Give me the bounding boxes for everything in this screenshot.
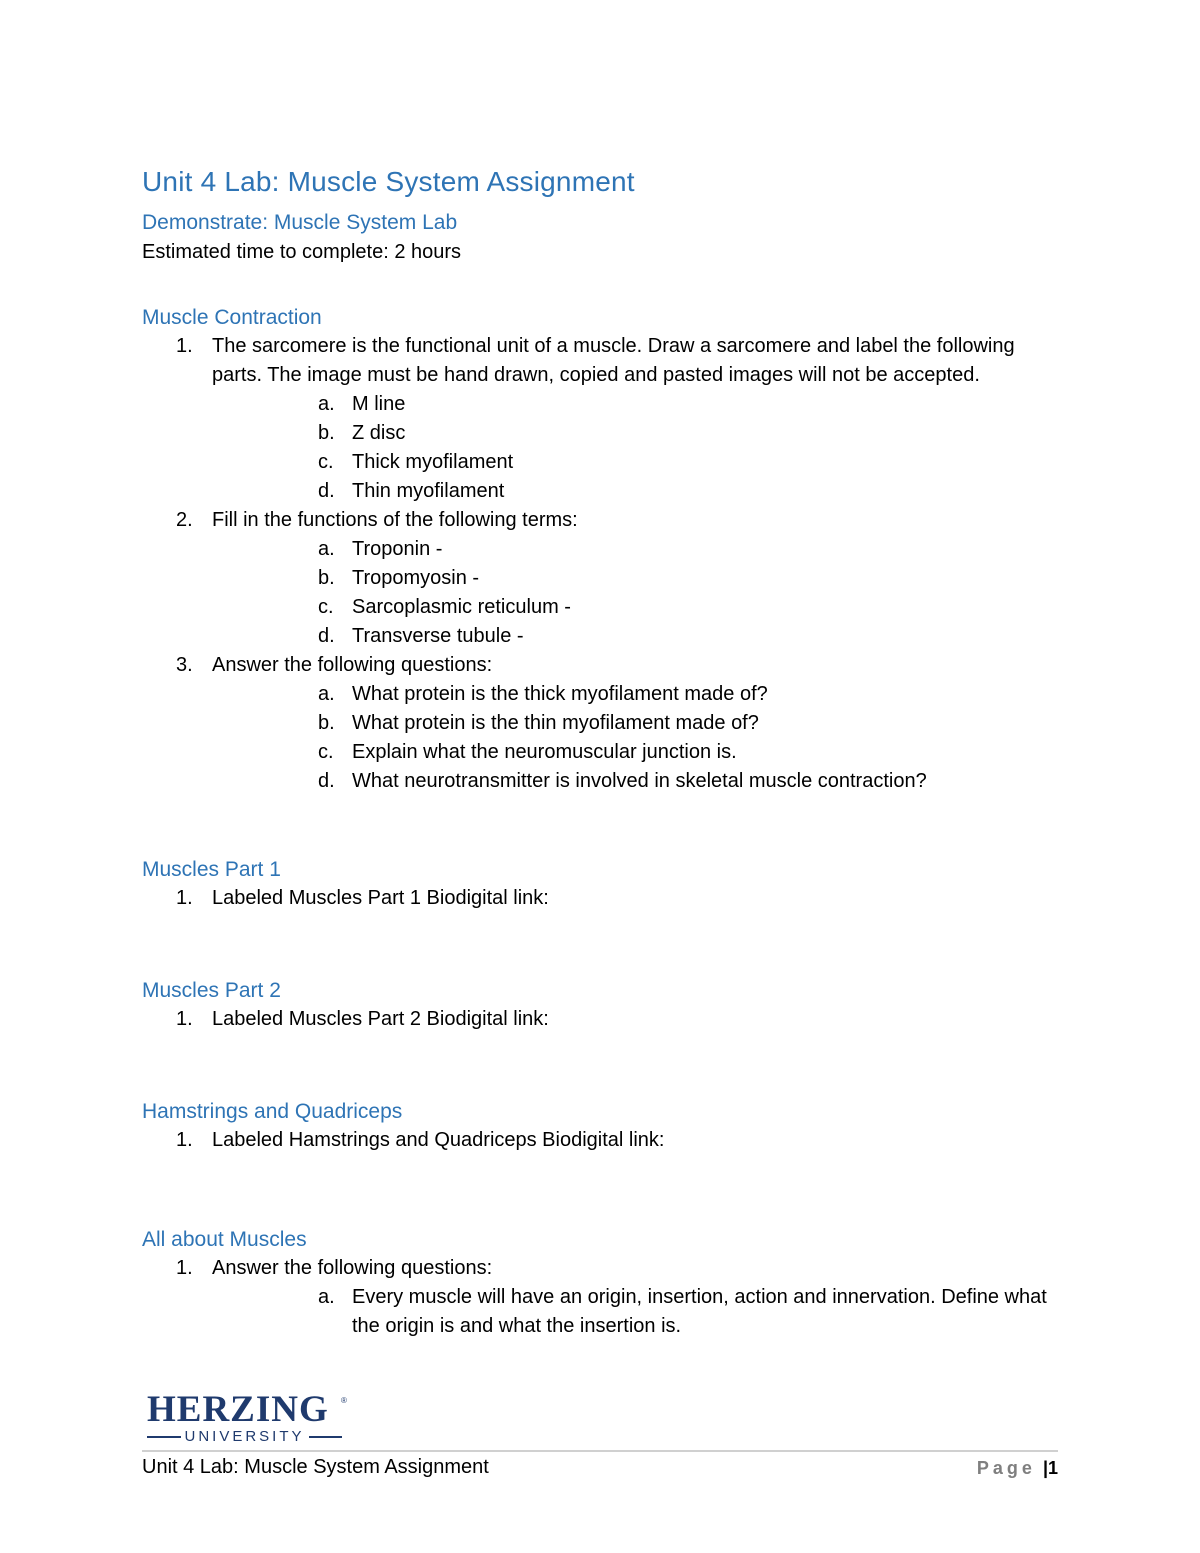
page-subtitle: Demonstrate: Muscle System Lab: [142, 211, 458, 234]
sub-text: Z disc: [352, 422, 406, 444]
sub-letter: c.: [318, 741, 334, 763]
estimated-time: Estimated time to complete: 2 hours: [142, 241, 462, 263]
sub-item: [212, 419, 1062, 448]
sub-list: [212, 1283, 1062, 1341]
question-text: Labeled Hamstrings and Quadriceps Biodigital link:: [212, 1129, 665, 1151]
sub-text: What neurotransmitter is involved in skeletal muscle contraction?: [352, 770, 927, 792]
question-number: 1.: [176, 1129, 193, 1151]
sub-text: Transverse tubule -: [352, 625, 524, 647]
sub-text: Tropomyosin -: [352, 567, 480, 589]
sub-text: What protein is the thin myofilament made of?: [352, 712, 759, 734]
sub-letter: d.: [318, 770, 335, 792]
question-item: [142, 332, 1062, 506]
sub-item: [212, 564, 1062, 593]
question-item: [142, 506, 1062, 651]
sub-text: Explain what the neuromuscular junction is.: [352, 741, 737, 763]
question-list: [142, 1254, 1062, 1341]
sub-text: Thick myofilament: [352, 451, 514, 473]
sub-list: [212, 535, 1062, 651]
section-hamstrings-quadriceps: [142, 1097, 1062, 1155]
question-text: Answer the following questions:: [212, 654, 493, 676]
sub-text: Every muscle will have an origin, insertion, action and innervation. Define what the origin is and what the insertion is.: [352, 1286, 1047, 1337]
sub-letter: c.: [318, 451, 334, 473]
sub-item: [212, 448, 1062, 477]
logo-rule-left: [147, 1436, 181, 1438]
sub-item: [212, 767, 1062, 796]
sub-letter: d.: [318, 480, 335, 502]
question-item: [142, 651, 1062, 796]
question-list: [142, 1126, 1062, 1155]
page-number-value: 1: [1047, 1458, 1058, 1478]
section-muscle-contraction: [142, 303, 1062, 796]
logo-subline: [147, 1429, 342, 1445]
footer-page-number: [977, 1458, 1058, 1479]
question-number: 1.: [176, 1008, 193, 1030]
question-item: [142, 1126, 1062, 1155]
sub-item: [212, 709, 1062, 738]
page-label: Page: [976, 1458, 1036, 1478]
sub-letter: a.: [318, 393, 335, 415]
sub-letter: c.: [318, 596, 334, 618]
question-text: Answer the following questions:: [212, 1257, 493, 1279]
sub-item: [212, 1283, 1062, 1341]
question-item: [142, 1254, 1062, 1341]
logo-registered-mark: ®: [341, 1396, 347, 1405]
logo-subtext: UNIVERSITY: [184, 1428, 305, 1445]
sub-letter: b.: [318, 712, 335, 734]
sub-list: [212, 390, 1062, 506]
sub-text: What protein is the thick myofilament made of?: [352, 683, 768, 705]
sub-item: [212, 390, 1062, 419]
sub-letter: a.: [318, 683, 335, 705]
section-heading: Muscles Part 1: [142, 858, 281, 881]
question-text: The sarcomere is the functional unit of a muscle. Draw a sarcomere and label the following parts. The image must be hand drawn, copied and pasted images will not be accepted.: [212, 335, 1015, 386]
question-number: 2.: [176, 509, 193, 531]
section-muscles-part-2: [142, 976, 1062, 1034]
question-text: Fill in the functions of the following terms:: [212, 509, 578, 531]
sub-item: [212, 680, 1062, 709]
page-title: Unit 4 Lab: Muscle System Assignment: [142, 166, 635, 197]
question-list: [142, 1005, 1062, 1034]
question-item: [142, 1005, 1062, 1034]
question-number: 1.: [176, 335, 193, 357]
section-muscles-part-1: [142, 855, 1062, 913]
section-heading: Muscle Contraction: [142, 306, 322, 329]
page-separator: |: [1042, 1458, 1048, 1478]
sub-item: [212, 622, 1062, 651]
sub-text: Troponin -: [352, 538, 443, 560]
question-text: Labeled Muscles Part 1 Biodigital link:: [212, 887, 549, 909]
section-heading: Hamstrings and Quadriceps: [142, 1100, 403, 1123]
sub-item: [212, 738, 1062, 767]
sub-item: [212, 477, 1062, 506]
herzing-university-logo: [147, 1390, 352, 1446]
question-list: [142, 884, 1062, 913]
logo-wordmark: HERZING: [147, 1389, 329, 1430]
footer-document-title: Unit 4 Lab: Muscle System Assignment: [142, 1456, 489, 1478]
question-text: Labeled Muscles Part 2 Biodigital link:: [212, 1008, 549, 1030]
sub-list: [212, 680, 1062, 796]
sub-letter: b.: [318, 567, 335, 589]
sub-text: M line: [352, 393, 406, 415]
sub-text: Thin myofilament: [352, 480, 505, 502]
section-heading: Muscles Part 2: [142, 979, 281, 1002]
sub-letter: b.: [318, 422, 335, 444]
sub-letter: a.: [318, 538, 335, 560]
logo-rule-right: [309, 1436, 343, 1438]
sub-letter: a.: [318, 1286, 335, 1308]
sub-letter: d.: [318, 625, 335, 647]
question-number: 1.: [176, 887, 193, 909]
sub-text: Sarcoplasmic reticulum -: [352, 596, 571, 618]
question-number: 1.: [176, 1257, 193, 1279]
question-number: 3.: [176, 654, 193, 676]
footer-divider: [142, 1450, 1058, 1452]
section-all-about-muscles: [142, 1225, 1062, 1341]
question-list: [142, 332, 1062, 796]
question-item: [142, 884, 1062, 913]
sub-item: [212, 535, 1062, 564]
sub-item: [212, 593, 1062, 622]
section-heading: All about Muscles: [142, 1228, 307, 1251]
